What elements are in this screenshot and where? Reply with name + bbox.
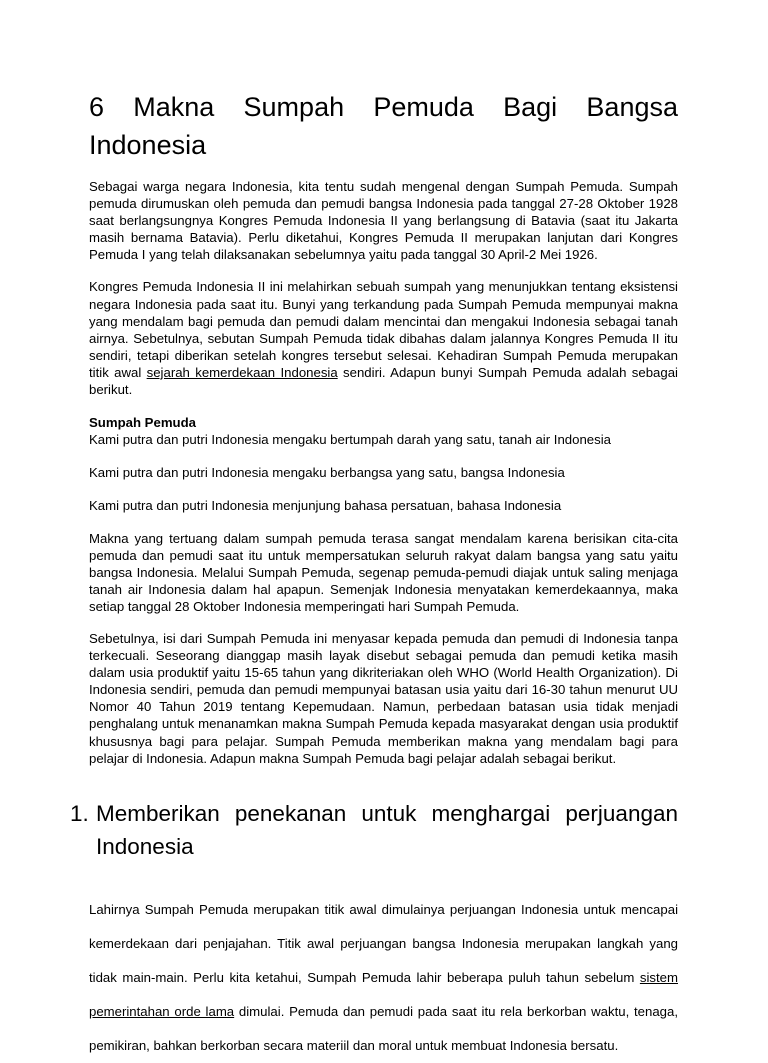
paragraph-intro: Sebagai warga negara Indonesia, kita tentu sudah mengenal dengan Sumpah Pemuda. Sumpah pemuda dirumuskan oleh pemuda dan pemudi bangsa Indonesia pada tanggal 27-28 Oktober 1928 saat berlangsungnya Kongres Pemuda Indonesia II yang berlangsung di Batavia (saat itu Jakarta masih bernama Batavia). Perlu diketahui, Kongres Pemuda II merupakan lanjutan dari Kongres Pemuda I yang telah dilaksanakan sebelumnya yaitu pada tanggal 30 April-2 Mei 1926. xyxy=(89,179,678,263)
link-sistem-pemerintahan-orde-lama[interactable]: sistem pemerintahan orde lama xyxy=(89,969,678,1019)
oath-line-3: Kami putra dan putri Indonesia menjunjung bahasa persatuan, bahasa Indonesia xyxy=(89,498,562,514)
paragraph-kongres-text-after: sendiri. Adapun bunyi Sumpah Pemuda adalah sebagai berikut. xyxy=(89,364,678,398)
section-1-body-text-before: Lahirnya Sumpah Pemuda merupakan titik awal dimulainya perjuangan Indonesia untuk mencapai kemerdekaan dari penjajahan. Titik awal perjuangan bangsa Indonesia merupakan langkah yang tidak main-main. Perlu kita ketahui, Sumpah Pemuda lahir beberapa puluh tahun sebelum xyxy=(89,901,678,985)
section-1-body xyxy=(89,863,678,1063)
section-1-heading xyxy=(70,767,678,863)
oath-line-1: Kami putra dan putri Indonesia mengaku bertumpah darah yang satu, tanah air Indonesia xyxy=(89,432,611,448)
paragraph-makna: Makna yang tertuang dalam sumpah pemuda terasa sangat mendalam karena berisikan cita-cita pemuda dan pemudi saat itu untuk mempersatukan seluruh rakyat dalam bangsa yang satu yaitu bangsa Indonesia. Melalui Sumpah Pemuda, segenap pemuda-pemudi diajak untuk saling menjaga tanah air Indonesia dalam hal apapun. Semenjak Indonesia menyatakan kemerdekaannya, maka setiap tanggal 28 Oktober Indonesia memperingati hari Sumpah Pemuda. xyxy=(89,530,678,614)
page-title: 6 Makna Sumpah Pemuda Bagi Bangsa Indonesia xyxy=(89,92,678,160)
oath-line-2: Kami putra dan putri Indonesia mengaku berbangsa yang satu, bangsa Indonesia xyxy=(89,465,565,481)
paragraph-kongres-text-before: Kongres Pemuda Indonesia II ini melahirkan sebuah sumpah yang menunjukkan tentang eksistensi negara Indonesia pada saat itu. Bunyi yang terkandung pada Sumpah Pemuda mempunyai makna yang mendalam bagi pemuda dan pemudi dalam mencintai dan mengakui Indonesia sebagai tanah airnya. Sebetulnya, sebutan Sumpah Pemuda tidak dibahas dalam jalannya Kongres Pemuda II itu sendiri, tetapi diberikan setelah kongres tersebut selesai. Kehadiran Sumpah Pemuda merupakan titik awal xyxy=(89,279,678,380)
link-sejarah-kemerdekaan-indonesia[interactable]: sejarah kemerdekaan Indonesia xyxy=(146,364,338,380)
section-1-heading-text: Memberikan penekanan untuk menghargai perjuangan Indonesia xyxy=(96,800,678,859)
section-1-number: 1. xyxy=(70,800,89,826)
section-1-body-text-after: dimulai. Pemuda dan pemudi pada saat itu rela berkorban waktu, tenaga, pemikiran, bahkan berkorban secara materiil dan moral untuk membuat Indonesia bersatu. xyxy=(89,1003,679,1053)
paragraph-usia: Sebetulnya, isi dari Sumpah Pemuda ini menyasar kepada pemuda dan pemudi di Indonesia tanpa terkecuali. Seseorang dianggap masih layak disebut sebagai pemuda dan pemudi ketika masih dalam usia produktif yaitu 15-65 tahun yang dikriteriakan oleh WHO (World Health Organization). Di Indonesia sendiri, pemuda dan pemudi mempunyai batasan usia yaitu dari 16-30 tahun menurut UU Nomor 40 Tahun 2019 tentang Kepemudaan. Namun, perbedaan batasan usia tidak menjadi penghalang untuk menanamkan makna Sumpah Pemuda kepada masyarakat dengan usia produktif khususnya bagi para pelajar. Sumpah Pemuda memberikan makna yang mendalam bagi para pelajar di Indonesia. Adapun makna Sumpah Pemuda bagi pelajar adalah sebagai berikut. xyxy=(89,630,678,766)
paragraph-kongres xyxy=(89,263,678,398)
oath-section-heading: Sumpah Pemuda xyxy=(89,415,196,431)
document-content xyxy=(70,0,679,1063)
